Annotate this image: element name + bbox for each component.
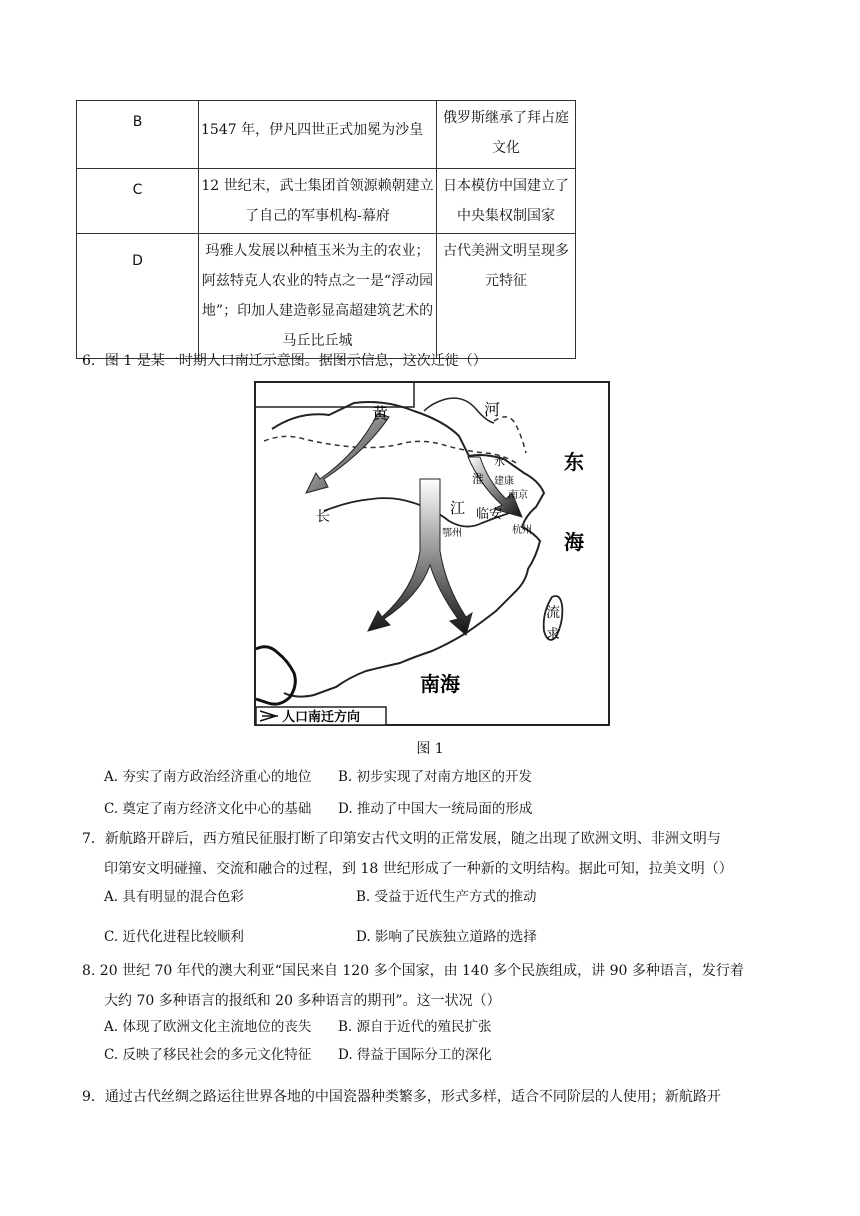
table-row (77, 101, 576, 169)
map-label-ezhou: 鄂州 (442, 528, 462, 539)
row-conclusion: 日本模仿中国建立了中央集权制国家 (437, 169, 576, 234)
map-label-shui: 水 (494, 455, 505, 468)
row-event: 1547 年，伊凡四世正式加冕为沙皇 (199, 101, 437, 169)
question-7-line2: 印第安文明碰撞、交流和融合的过程，到 18 世纪形成了一种新的文明结构。据此可知，拉美文明（） (104, 861, 733, 877)
q8-option-a[interactable]: A. 体现了欧洲文化主流地位的丧失 (104, 1019, 312, 1035)
map-label-hai: 海 (564, 530, 584, 554)
row-label: D (77, 234, 199, 359)
q6-option-b[interactable]: B. 初步实现了对南方地区的开发 (338, 769, 533, 785)
row-label: C (77, 169, 199, 234)
row-label: B (77, 101, 199, 169)
options-table (76, 100, 576, 359)
q7-option-c[interactable]: C. 近代化进程比较顺利 (104, 929, 244, 945)
q6-option-d[interactable]: D. 推动了中国大一统局面的形成 (338, 801, 533, 817)
q6-option-c[interactable]: C. 奠定了南方经济文化中心的基础 (104, 801, 312, 817)
question-7-line1: 7．新航路开辟后，西方殖民征服打断了印第安古代文明的正常发展，随之出现了欧洲文明、非洲文明与 (82, 831, 721, 847)
map-label-liu: 流 (546, 605, 560, 621)
map-label-hangzhou: 杭州 (512, 525, 532, 536)
table-row (77, 234, 576, 359)
q8-option-c[interactable]: C. 反映了移民社会的多元文化特征 (104, 1047, 312, 1063)
question-6-stem: 6．图 1 是某一时期人口南迁示意图。据图示信息，这次迁徙（） (82, 353, 487, 369)
question-8-line2: 大约 70 多种语言的报纸和 20 多种语言的期刊”。这一状况（） (104, 993, 501, 1009)
q8-option-b[interactable]: B. 源自于近代的殖民扩张 (338, 1019, 492, 1035)
table-row (77, 169, 576, 234)
map-label-huai: 淮 (472, 472, 485, 486)
row-event: 12 世纪末，武士集团首领源赖朝建立了自己的军事机构-幕府 (199, 169, 437, 234)
figure-caption: 图 1 (416, 741, 444, 757)
map-label-dong: 东 (564, 450, 584, 474)
question-8-line1: 8. 20 世纪 70 年代的澳大利亚“国民来自 120 多个国家，由 140 多个民族组成，讲 90 多种语言，发行着 (82, 963, 744, 979)
q7-option-a[interactable]: A. 具有明显的混合色彩 (104, 889, 244, 905)
map-label-chang: 长 (316, 509, 330, 525)
map-label-jiankang: 建康 (494, 476, 514, 487)
q6-option-a[interactable]: A. 夯实了南方政治经济重心的地位 (104, 769, 312, 785)
q8-option-d[interactable]: D. 得益于国际分工的深化 (338, 1047, 492, 1063)
q7-option-d[interactable]: D. 影响了民族独立道路的选择 (356, 929, 537, 945)
q7-option-b[interactable]: B. 受益于近代生产方式的推动 (356, 889, 537, 905)
row-conclusion: 古代美洲文明呈现多元特征 (437, 234, 576, 359)
map-label-nanjing: 南京 (508, 490, 528, 501)
map-label-huang: 黄 (372, 404, 389, 423)
row-conclusion: 俄罗斯继承了拜占庭文化 (437, 101, 576, 169)
map-label-linan: 临安 (476, 507, 503, 522)
row-event: 玛雅人发展以种植玉米为主的农业；阿兹特克人农业的特点之一是“浮动园地”；印加人建造彰显高超建筑艺术的马丘比丘城 (199, 234, 437, 359)
map-legend-text: 人口南迁方向 (282, 710, 361, 725)
map-label-qiu: 求 (546, 627, 560, 643)
migration-map (254, 381, 610, 726)
question-9-line1: 9．通过古代丝绸之路运往世界各地的中国瓷器种类繁多，形式多样，适合不同阶层的人使用；新航路开 (82, 1089, 721, 1105)
map-label-nanhai: 南海 (420, 672, 460, 696)
map-label-jiang: 江 (450, 499, 466, 517)
map-label-he: 河 (484, 400, 501, 419)
